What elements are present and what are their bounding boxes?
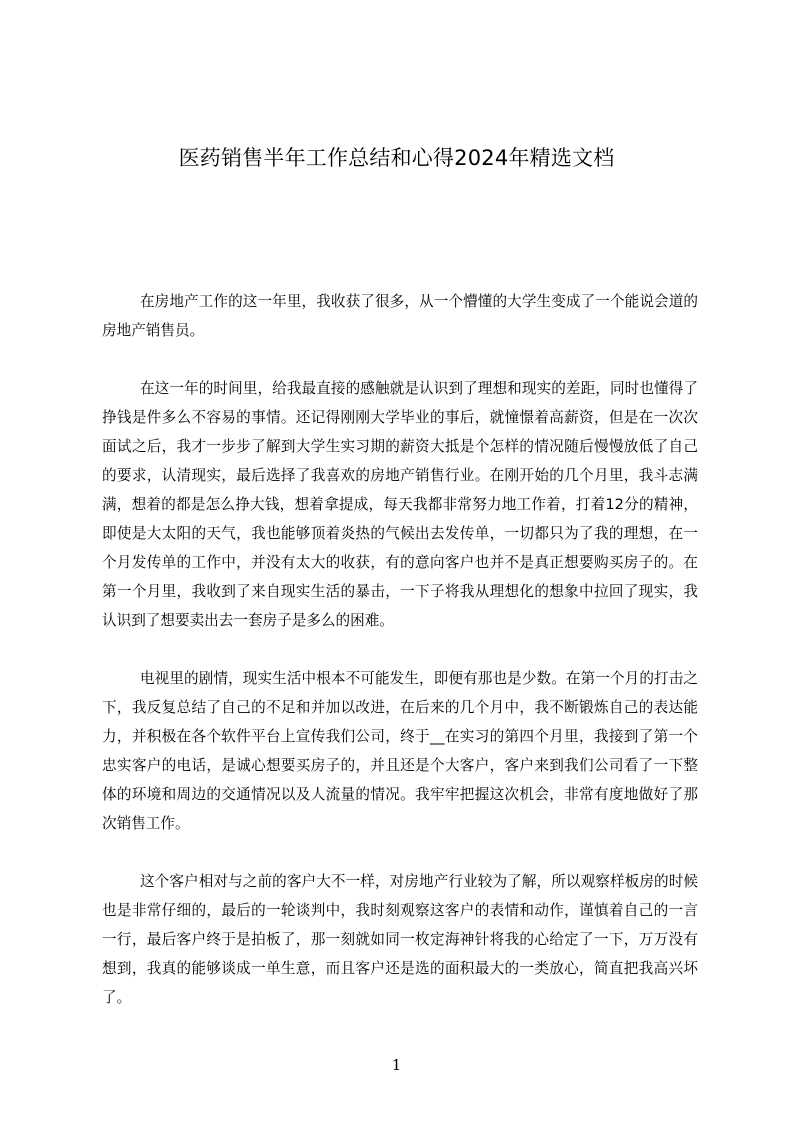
page-number: 1 — [391, 1056, 402, 1074]
paragraph-1: 在房地产工作的这一年里，我收获了很多，从一个懵懂的大学生变成了一个能说会道的房地产销售员。 — [102, 293, 698, 339]
paragraph-2: 在这一年的时间里，给我最直接的感触就是认识到了理想和现实的差距，同时也懂得了挣钱是件多么不容易的事情。还记得刚刚大学毕业的事后，就憧憬着高薪资，但是在一次次面试之后，我才一步步了解到大学生实习期的薪资大抵是个怎样的情况随后慢慢放低了自己的要求，认清现实，最后选择了我喜欢的房地产销售行业。在刚开始的几个月里，我斗志满满，想着的都是怎么挣大钱，想着拿提成，每天我都非常努力地工作着，打着12分的精神，即使是大太阳的天气，我也能够顶着炎热的气候出去发传单，一切都只为了我的理想，在一个月发传单的工作中，并没有太大的收获，有的意向客户也并不是真正想要购买房子的。在第一个月里，我收到了来自现实生活的暴击，一下子将我从理想化的想象中拉回了现实，我认识到了想要卖出去一套房子是多么的困难。 — [102, 380, 698, 629]
document-title: 医药销售半年工作总结和心得2024年精选文档 — [178, 146, 615, 170]
paragraph-3: 电视里的剧情，现实生活中根本不可能发生，即便有那也是少数。在第一个月的打击之下，我反复总结了自己的不足和并加以改进，在后来的几个月中，我不断锻炼自己的表达能力，并积极在各个软件平台上宣传我们公司，终于__在实习的第四个月里，我接到了第一个忠实客户的电话，是诚心想要买房子的，并且还是个大客户，客户来到我们公司看了一下整体的环境和周边的交通情况以及人流量的情况。我牢牢把握这次机会，非常有度地做好了那次销售工作。 — [102, 670, 698, 832]
document-body — [102, 287, 698, 1012]
paragraph-4: 这个客户相对与之前的客户大不一样，对房地产行业较为了解，所以观察样板房的时候也是非常仔细的，最后的一轮谈判中，我时刻观察这客户的表情和动作，谨慎着自己的一言一行，最后客户终于是拍板了，那一刻就如同一枚定海神针将我的心给定了一下，万万没有想到，我真的能够谈成一单生意，而且客户还是选的面积最大的一类放心，简直把我高兴坏了。 — [102, 873, 698, 1006]
